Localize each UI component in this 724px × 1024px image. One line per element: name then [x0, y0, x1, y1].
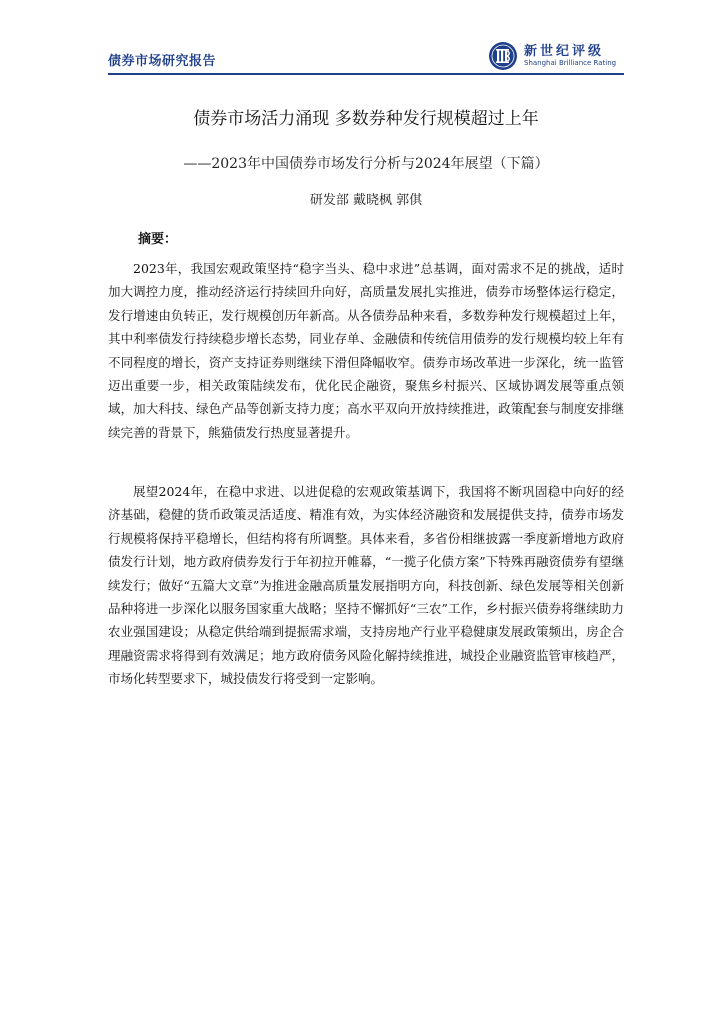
logo-english-name: Shanghai Brilliance Rating: [524, 59, 617, 67]
header-divider: [108, 73, 624, 75]
report-name: 债券市场研究报告: [108, 54, 217, 69]
logo-chinese-name: 新世纪评级: [524, 44, 605, 59]
document-authors: 研发部 戴晓枫 郭倛: [309, 193, 423, 208]
document-title: 债券市场活力涌现 多数券种发行规模超过上年: [193, 109, 539, 129]
document-subtitle: ——2023年中国债券市场发行分析与2024年展望（下篇）: [183, 156, 549, 172]
abstract-paragraph-2: 展望2024年，在稳中求进、以进促稳的宏观政策基调下，我国将不断巩固稳中向好的经济基础，稳健的货币政策灵活适度、精准有效，为实体经济融资和发展提供支持，债券市场发行规模将保持平稳增长，但结构将有所调整。具体来看，多省份相继披露一季度新增地方政府债发行计划，地方政府债券发行于年初拉开帷幕，“一揽子化债方案”下特殊再融资债券有望继续发行；做好“五篇大文章”为推进金融高质量发展指明方向，科技创新、绿色发展等相关创新品种将进一步深化以服务国家重大战略；坚持不懈抓好“三农”工作，乡村振兴债券将继续助力农业强国建设；从稳定供给端到提振需求端，支持房地产行业平稳健康发展政策频出，房企合理融资需求将得到有效满足；地方政府债务风险化解持续推进，城投企业融资监管审核趋严，市场化转型要求下，城投债发行将受到一定影响。: [108, 484, 624, 687]
abstract-label: 摘要：: [138, 232, 178, 247]
abstract-paragraph-1: 2023年，我国宏观政策坚持“稳字当头、稳中求进”总基调，面对需求不足的挑战，适时加大调控力度，推动经济运行持续回升向好，高质量发展扎实推进，债券市场整体运行稳定，发行增速由负转正，发行规模创历年新高。从各债券品种来看，多数券种发行规模超过上年，其中利率债发行持续稳步增长态势，同业存单、金融债和传统信用债券的发行规模均较上年有不同程度的增长，资产支持证券则继续下滑但降幅收窄。债券市场改革进一步深化，统一监管迈出重要一步，相关政策陆续发布，优化民企融资，聚焦乡村振兴、区域协调发展等重点领域，加大科技、绿色产品等创新支持力度；高水平双向开放持续推进，政策配套与制度安排继续完善的背景下，熊猫债发行热度显著提升。: [108, 261, 624, 440]
company-logo-icon: [488, 41, 518, 71]
page-header: [108, 38, 624, 74]
company-logo: [488, 38, 628, 72]
